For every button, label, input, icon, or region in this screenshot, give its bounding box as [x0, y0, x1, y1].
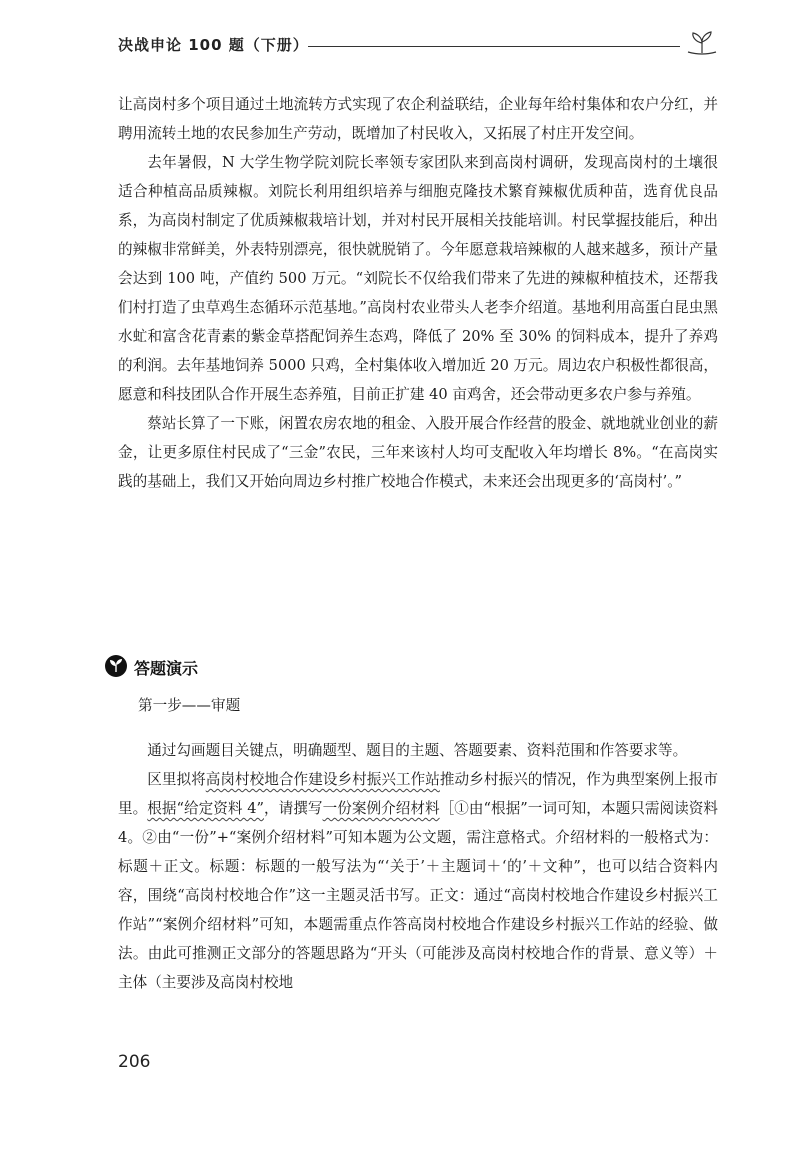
- analysis-paragraph-1: 通过勾画题目关键点，明确题型、题目的主题、答题要素、资料范围和作答要求等。: [147, 742, 688, 759]
- section-title: 答题演示: [134, 659, 199, 678]
- running-header: [118, 30, 718, 58]
- sprout-circle-icon: [104, 654, 128, 678]
- analysis-rest: ［①由“根据”一词可知，本题只需阅读资料 4。②由“一份”+“案例介绍材料”可知本题为公文题，需注意格式。介绍材料的一般格式为：标题＋正文。标题：标题的一般写法为“‘关于’＋主题词＋‘的’＋文种”，也可以结合资料内容，围绕“高岗村校地合作”这一主题灵活书写。正文：通过“高岗村校地合作建设乡村振兴工作站”“案例介绍材料”可知，本题需重点作答高岗村校地合作建设乡村振兴工作站的经验、做法。由此可推测正文部分的答题思路为“开头（可能涉及高岗村校地合作的背景、意义等）＋主体（主要涉及高岗村校地: [118, 800, 718, 991]
- book-title: 决战申论 100 题（下册）: [118, 36, 309, 54]
- question-type: 一份案例介绍材料: [322, 800, 440, 817]
- analysis-section: [118, 736, 718, 997]
- material-paragraph-2: 去年暑假，N 大学生物学院刘院长率领专家团队来到高岗村调研，发现高岗村的土壤很适合种植高品质辣椒。刘院长利用组织培养与细胞克隆技术繁育辣椒优质种苗，选育优良品系，为高岗村制定了优质辣椒栽培计划，并对村民开展相关技能培训。村民掌握技能后，种出的辣椒非常鲜美，外表特别漂亮，很快就脱销了。今年愿意栽培辣椒的人越来越多，预计产量会达到 100 吨，产值约 500 万元。“刘院长不仅给我们带来了先进的辣椒种植技术，还帮我们村打造了虫草鸡生态循环示范基地。”高岗村农业带头人老李介绍道。基地利用高蛋白昆虫黑水虻和富含花青素的紫金草搭配饲养生态鸡，降低了 20% 至 30% 的饲料成本，提升了养鸡的利润。去年基地饲养 5000 只鸡，全村集体收入增加近 20 万元。周边农户积极性都很高，愿意和科技团队合作开展生态养殖，目前正扩建 40 亩鸡舍，还会带动更多农户参与养殖。: [118, 154, 718, 403]
- question-topic: 高岗村校地合作建设乡村振兴工作站: [205, 771, 440, 788]
- step-title: 第一步——审题: [138, 697, 241, 714]
- header-rule: [308, 46, 680, 47]
- analysis-mid-1: 推动乡村振兴的情况，作为典型案例上报市里。: [118, 771, 718, 817]
- sprout-icon: [684, 30, 720, 58]
- analysis-paragraph-2: [118, 765, 718, 997]
- question-basis: 根据“给定资料 4”: [147, 800, 264, 817]
- analysis-mid-2: ，请撰写: [263, 800, 323, 817]
- material-paragraph-3: 蔡站长算了一下账，闲置农房农地的租金、入股开展合作经营的股金、就地就业创业的薪金，让更多原住村民成了“三金”农民，三年来该村人均可支配收入年均增长 8%。“在高岗实践的基础上，我们又开始向周边乡村推广校地合作模式，未来还会出现更多的‘高岗村’。”: [118, 415, 718, 490]
- page-number: 206: [118, 1052, 151, 1072]
- material-section: [118, 90, 718, 496]
- analysis-prefix: 区里拟将: [147, 771, 206, 788]
- material-paragraph-1: 让高岗村多个项目通过土地流转方式实现了农企利益联结，企业每年给村集体和农户分红，并聘用流转土地的农民参加生产劳动，既增加了村民收入，又拓展了村庄开发空间。: [118, 96, 718, 142]
